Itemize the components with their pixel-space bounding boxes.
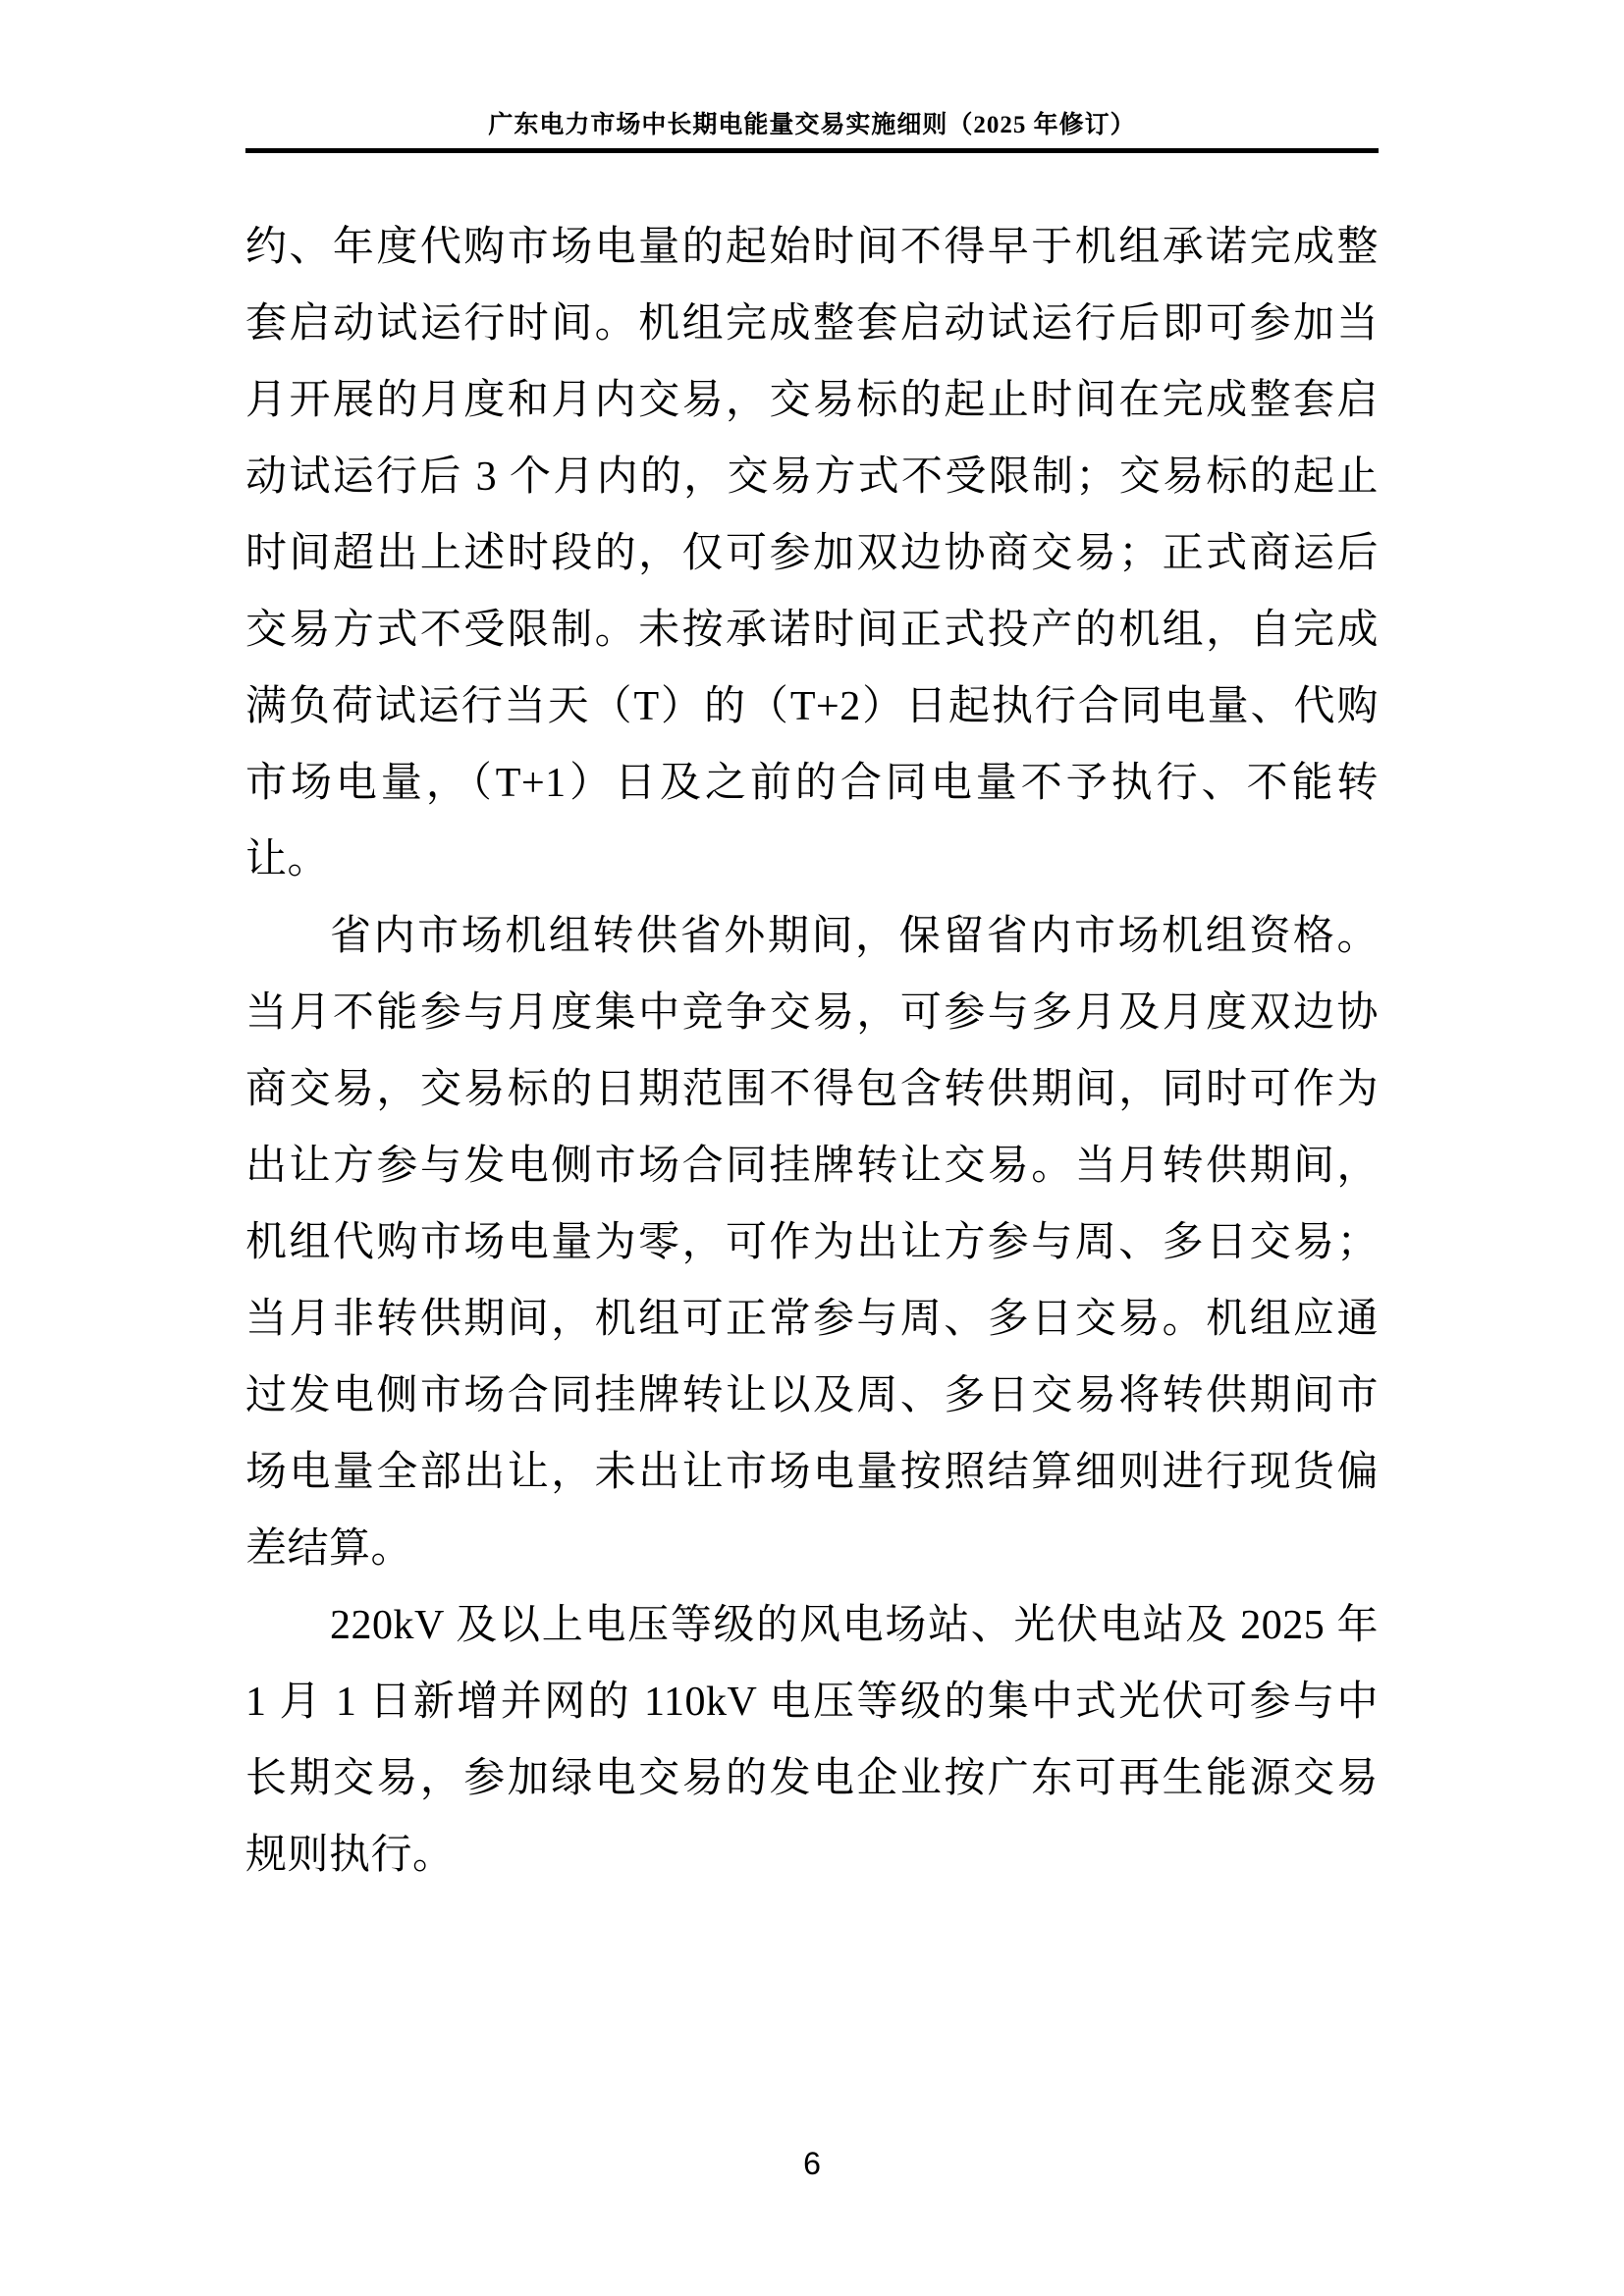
body-text-line: 月开展的月度和月内交易，交易标的起止时间在完成整套启 (245, 378, 1379, 423)
body-text-line: 交易方式不受限制。未按承诺时间正式投产的机组，自完成 (245, 608, 1379, 653)
body-text-line: 动试运行后 3 个月内的，交易方式不受限制；交易标的起止 (245, 454, 1379, 500)
body-text-line: 220kV 及以上电压等级的风电场站、光伏电站及 2025 年 (330, 1603, 1379, 1648)
body-text-line: 商交易，交易标的日期范围不得包含转供期间，同时可作为 (245, 1067, 1379, 1112)
body-text-line: 当月非转供期间，机组可正常参与周、多日交易。机组应通 (245, 1297, 1379, 1342)
body-text-line: 市场电量，（T+1）日及之前的合同电量不予执行、不能转 (245, 761, 1379, 806)
body-text-line: 场电量全部出让，未出让市场电量按照结算细则进行现货偏 (245, 1450, 1379, 1495)
page-header (245, 110, 1379, 141)
body-text-line: 过发电侧市场合同挂牌转让以及周、多日交易将转供期间市 (245, 1373, 1379, 1418)
body-text-line: 约、年度代购市场电量的起始时间不得早于机组承诺完成整 (245, 225, 1379, 270)
body-text-line: 规则执行。 (245, 1833, 455, 1878)
page-number: 6 (803, 2146, 821, 2181)
body-text-line: 套启动试运行时间。机组完成整套启动试运行后即可参加当 (245, 301, 1379, 347)
body-text-line: 当月不能参与月度集中竞争交易，可参与多月及月度双边协 (245, 990, 1379, 1036)
body-text-line: 机组代购市场电量为零，可作为出让方参与周、多日交易； (245, 1220, 1379, 1265)
body-text-line: 时间超出上述时段的，仅可参加双边协商交易；正式商运后 (245, 531, 1379, 576)
document-header-title: 广东电力市场中长期电能量交易实施细则（2025 年修订） (488, 112, 1136, 138)
document-body (245, 209, 1379, 1894)
header-rule (245, 148, 1379, 153)
page-footer (0, 2146, 1624, 2181)
body-text-line: 让。 (245, 837, 330, 882)
body-text-line: 出让方参与发电侧市场合同挂牌转让交易。当月转供期间， (245, 1144, 1379, 1189)
body-text-line: 1 月 1 日新增并网的 110kV 电压等级的集中式光伏可参与中 (245, 1680, 1379, 1725)
body-text-line: 满负荷试运行当天（T）的（T+2）日起执行合同电量、代购 (245, 684, 1379, 729)
body-text-line: 长期交易，参加绿电交易的发电企业按广东可再生能源交易 (245, 1756, 1379, 1801)
body-text-line: 差结算。 (245, 1526, 413, 1572)
body-text-line: 省内市场机组转供省外期间，保留省内市场机组资格。 (330, 914, 1379, 959)
